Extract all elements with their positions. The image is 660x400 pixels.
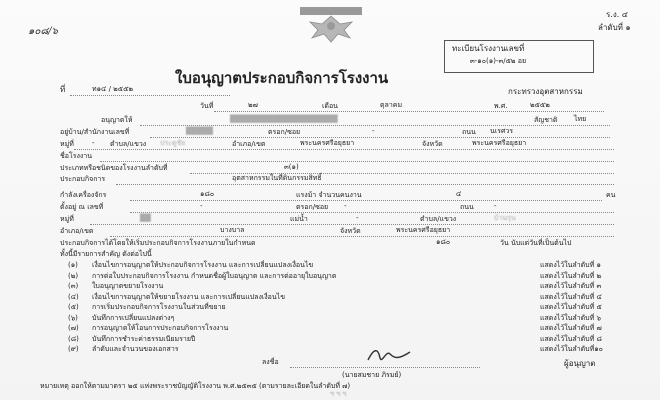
item-number: (๕) <box>68 303 79 311</box>
item-reference: แสดงไว้ในลำดับที่ ๒ <box>540 271 602 280</box>
province2-label: จังหวัด <box>340 227 361 235</box>
item-reference: แสดงไว้ในลำดับที่๑๐ <box>540 345 603 353</box>
item-number: (๘) <box>68 334 79 343</box>
item-number: (๗) <box>68 324 79 332</box>
province-value: พระนครศรีอยุธยา <box>472 139 527 147</box>
grantee-value: ████████████████████ <box>230 115 338 123</box>
district-label: อำเภอ/เขต <box>232 140 266 148</box>
conditions-text: ทั้งนี้มีรายการสำคัญ ดังต่อไปนี้ <box>60 250 152 258</box>
province2-value: พระนครศรีอยุธยา <box>396 226 451 234</box>
license-no: ท๑๔ / ๒๕๕๒ <box>92 85 133 93</box>
workers-value: ๔ <box>456 190 462 198</box>
item-text: ลำดับและจำนวนของเอกสาร <box>92 345 179 353</box>
road-label: ถนน <box>462 128 476 136</box>
year-label: พ.ศ. <box>494 102 508 110</box>
grantee-label: อนุญาตให้ <box>101 116 133 124</box>
road2-label: ถนน <box>460 203 474 211</box>
item-text: การต่อใบประกอบกิจการโรงงาน กำหนดชื่อผู้ใบอนุญาต และการต่ออายุใบอนุญาต <box>92 271 337 280</box>
factory-type-label: ประเภทหรือชนิดของโรงงานลำดับที่ <box>60 164 168 172</box>
machine-label: กำลังเครื่องจักร <box>60 191 107 199</box>
road-value: นเรศวร <box>490 127 514 135</box>
day-label: วันที่ <box>200 102 214 110</box>
nationality-label: สัญชาติ <box>534 116 558 124</box>
item-text: เงื่อนไขการอนุญาตให้ประกอบกิจการโรงงาน และการเปลี่ยนแปลงเงื่อนไข <box>92 261 314 269</box>
business-value: อุตสาหกรรมในที่ดินกรรมสิทธิ์ <box>232 174 322 182</box>
moo2-label: หมู่ที่ <box>60 215 74 223</box>
item-number: (๓) <box>68 282 79 290</box>
subdistrict2-value: บ้านรุน <box>494 214 516 222</box>
nationality-value: ไทย <box>574 115 587 123</box>
item-reference: แสดงไว้ในลำดับที่ ๑ <box>540 261 601 269</box>
month-label: เดือน <box>322 102 338 110</box>
subdistrict2-label: ตำบล/แขวง <box>420 215 457 223</box>
item-reference: แสดงไว้ในลำดับที่ ๘ <box>540 334 602 343</box>
district2-value: บางบาล <box>220 226 245 234</box>
registration-label: ทะเบียนโรงงานเลขที่ <box>452 44 525 53</box>
year-value: ๒๕๕๒ <box>530 101 550 109</box>
form-code: ร.ง. ๔ <box>606 10 628 19</box>
item-reference: แสดงไว้ในลำดับที่ ๓ <box>540 282 602 290</box>
faint-handwriting: ฯ ฯ ฯ <box>330 390 347 398</box>
item-number: (๑) <box>68 261 78 269</box>
sign-label: ลงชื่อ <box>262 358 279 366</box>
alley2-value: - <box>344 202 347 210</box>
factory-name-label: ชื่อโรงงาน <box>60 152 93 160</box>
road2-value: - <box>494 202 497 210</box>
month-value: ตุลาคม <box>380 101 403 109</box>
moo2-value: ██ <box>140 214 151 222</box>
item-reference: แสดงไว้ในลำดับที่ ๕ <box>540 303 602 311</box>
hp-label: แรงม้า จำนวนคนงาน <box>296 191 362 199</box>
near-label: แม่น้ำ <box>290 215 308 223</box>
item-text: เงื่อนไขการอนุญาตให้ขยายโรงงาน และการเปลี่ยนแปลงเงื่อนไข <box>92 292 285 301</box>
address-value: █████ <box>186 127 213 135</box>
location-value: - <box>200 202 203 210</box>
duration-suffix: วัน นับแต่วันที่เป็นต้นไป <box>500 239 572 247</box>
alley-value: - <box>372 127 375 135</box>
duration-days: ๑๘๐ <box>436 238 451 246</box>
item-reference: แสดงไว้ในลำดับที่ ๗ <box>540 324 602 332</box>
moo-value: - <box>92 139 95 147</box>
license-no-label: ที่ <box>60 85 66 94</box>
alley-label: ตรอก/ซอย <box>268 128 301 136</box>
item-number: (๙) <box>68 345 79 353</box>
near-value: - <box>356 214 359 222</box>
item-number: (๔) <box>68 292 79 301</box>
province-label: จังหวัด <box>422 140 443 148</box>
subdistrict-label: ตำบล/แขวง <box>110 140 147 148</box>
garuda-emblem-icon <box>282 4 380 44</box>
item-text: การเริ่มประกอบกิจการโรงงานในส่วนที่ขยาย <box>92 303 226 311</box>
subdistrict-value: ประตูชัย <box>160 139 186 147</box>
moo-label: หมู่ที่ <box>60 140 74 148</box>
item-reference: แสดงไว้ในลำดับที่ ๖ <box>540 313 601 322</box>
ministry: กระทรวงอุตสาหกรรม <box>508 87 583 96</box>
district2-label: อำเภอ/เขต <box>60 227 94 235</box>
machine-value: ๑๘๐ <box>200 190 215 198</box>
district-value: พระนครศรีอยุธยา <box>300 139 355 147</box>
footer-note: หมายเหตุ ออกให้ตามมาตรา ๒๕ แห่งพระราชบัญญัติโรงงาน พ.ศ.๒๕๓๕ (ตามรายละเอียดในลำดับที่ ๗) <box>40 382 351 390</box>
item-number: (๒) <box>68 271 79 280</box>
factory-type-value: ๓(๑) <box>284 163 299 171</box>
business-label: ประกอบกิจการ <box>60 175 106 183</box>
registration-value: ๓-๑๐(๑)-๓/๕๒ อย <box>470 57 527 65</box>
handwritten-note: ๑๐๘/๖ <box>28 26 58 37</box>
item-reference: แสดงไว้ในลำดับที่ ๔ <box>540 292 602 301</box>
duration-text: ประกอบกิจการได้โดยให้เริ่มประกอบกิจการโรงงานภายในกำหนด <box>60 239 256 247</box>
day-value: ๒๗ <box>248 101 258 109</box>
address-label: อยู่บ้าน/สำนักงานเลขที่ <box>60 128 130 136</box>
item-number: (๖) <box>68 313 78 322</box>
signer-role: ผู้อนุญาต <box>564 359 596 368</box>
person-label: คน <box>606 191 616 199</box>
item-text: การอนุญาตให้โอนการประกอบกิจการโรงงาน <box>92 324 229 332</box>
item-text: บันทึกการชำระค่าธรรมเนียมรายปี <box>92 334 196 343</box>
signature-mark-icon <box>364 344 414 366</box>
document-title: ใบอนุญาตประกอบกิจการโรงงาน <box>175 69 389 87</box>
item-text: ใบอนุญาตขยายโรงงาน <box>92 282 164 290</box>
alley2-label: ตรอก/ซอย <box>296 203 329 211</box>
location-label: ตั้งอยู่ ณ เลขที่ <box>60 203 104 211</box>
page-label: ลำดับที่ ๑ <box>598 23 631 32</box>
item-text: บันทึกการเปลี่ยนแปลงต่างๆ <box>92 313 175 322</box>
signer-name: (นายสมชาย ภิรมย์) <box>342 371 402 379</box>
